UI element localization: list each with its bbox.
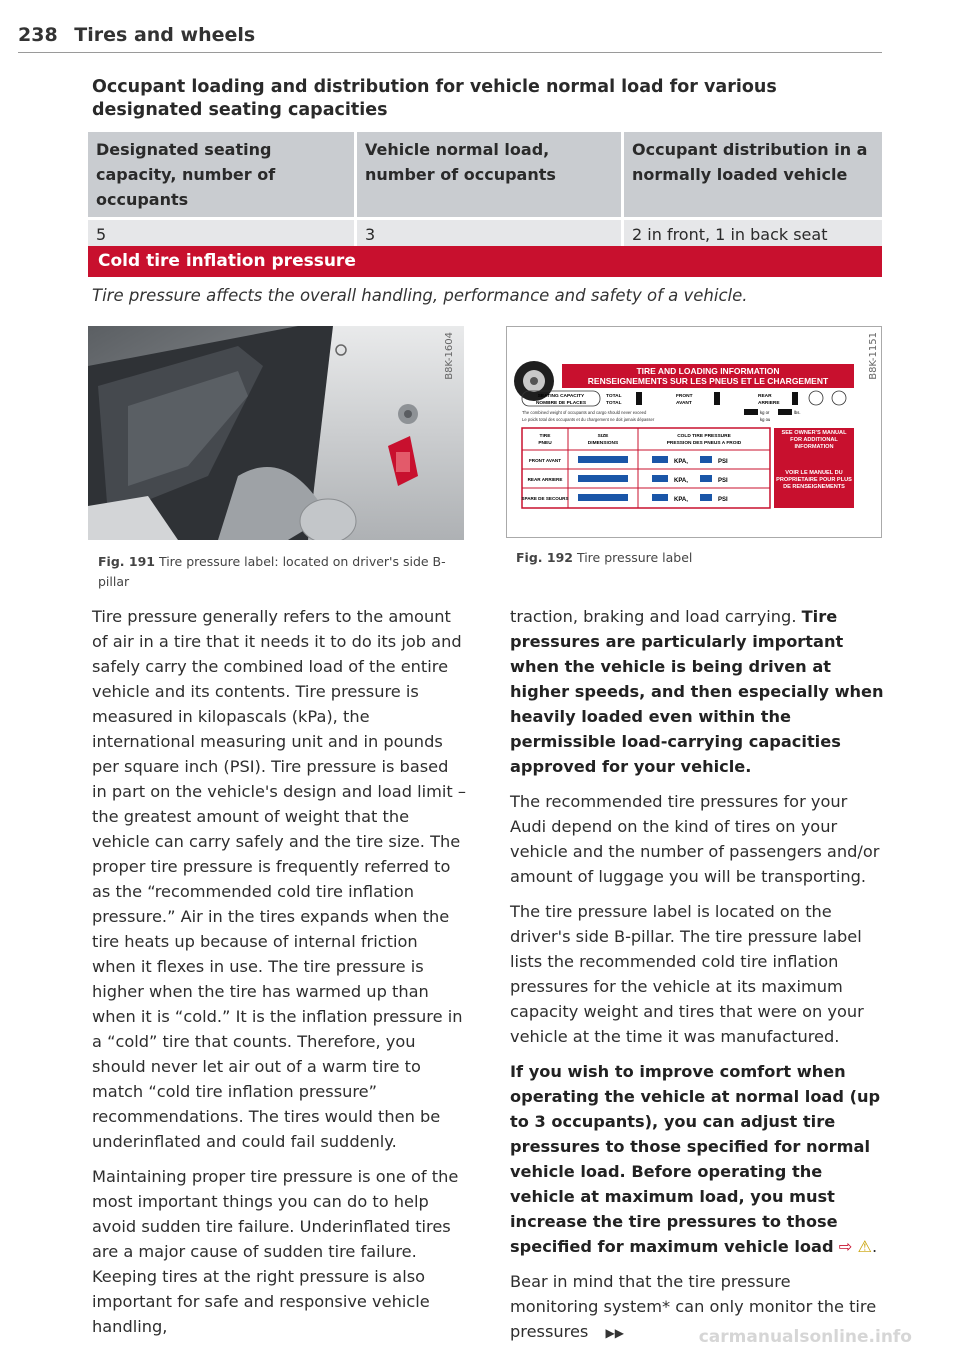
placard-title-fr: RENSEIGNEMENTS SUR LES PNEUS ET LE CHARGEMENT	[587, 376, 829, 386]
paragraph: If you wish to improve comfort when operating the vehicle at normal load (up to 3 occupants), you can adjust tire pressures to those specified for normal vehicle load. Before operating the vehicle at maximum load, you must increase the tire pressures to those specified for maximum vehicle load ⇨ ⚠.	[510, 1062, 881, 1256]
continue-arrow-icon: ▶▶	[605, 1326, 624, 1340]
svg-text:SIZE: SIZE	[597, 434, 609, 439]
svg-text:kg ou: kg ou	[760, 417, 771, 422]
figure-caption-text: Tire pressure label	[576, 550, 693, 565]
figure-caption	[88, 552, 464, 592]
paragraph: Maintaining proper tire pressure is one of the most important things you can do to help avoid sudden tire failure. Underinflated tires are a major cause of sudden tire failure. Keeping tires at the right pressure is also important for safe and responsive vehicle handling,	[92, 1167, 459, 1336]
svg-text:PSI: PSI	[718, 459, 728, 465]
page-number: 238	[18, 24, 58, 46]
svg-text:KPA,: KPA,	[674, 497, 688, 503]
svg-text:KPA,: KPA,	[674, 478, 688, 484]
figure-caption-text: pillar	[98, 574, 130, 589]
cold-pressure-heading: Cold tire inflation pressure	[88, 246, 882, 277]
paragraph: Bear in mind that the tire pressure monitoring system* can only monitor the tire pressures ▶▶	[510, 1272, 877, 1341]
svg-text:REAR: REAR	[758, 394, 772, 399]
cold-pressure-intro: Tire pressure affects the overall handling, performance and safety of a vehicle.	[92, 286, 748, 305]
svg-text:FRONT: FRONT	[676, 394, 693, 399]
seat-photo	[88, 326, 464, 540]
figure-label: Fig. 192	[516, 550, 573, 565]
table-cell: 5	[88, 219, 356, 251]
svg-text:DIMENSIONS: DIMENSIONS	[587, 441, 619, 446]
svg-text:kg or: kg or	[760, 410, 770, 415]
tire-label-placard: TIRE AND LOADING INFORMATION RENSEIGNEMENTS SUR LES PNEUS ET LE CHARGEMENT SEATING CAPACITY NOMBRE DE PLACES TOTAL TOTAL FRONT AVANT REAR ARRIERE The combined weight of occupants and cargo should never exceed Le poids total des occupants et du chargement ne doit jamais dépasser kg or lbs. kg ou TIRE PNEU SIZE DIMENSIONS COLD TIRE PRESSURE PRESSION DES PNEUS A FROID FRONT AVANT REAR ARRIERE SPARE DE SECOURS KPA, KPA, KPA, PSI PSI PSI SEE OWNER'S MANUAL FOR ADDITIONAL INFORMATION VOIR LE MANUEL DU PROPRIETAIRE POUR PLUS DE RENSEIGNEMENTS	[506, 326, 882, 538]
svg-text:REAR ARRIERE: REAR ARRIERE	[527, 477, 563, 482]
table-cell: 3	[356, 219, 623, 251]
left-column	[92, 604, 466, 1349]
figure-caption-text: Tire pressure label: located on driver's side B-	[158, 554, 446, 569]
figure-caption	[506, 548, 882, 568]
table-cell: 2 in front, 1 in back seat	[623, 219, 883, 251]
svg-text:FRONT AVANT: FRONT AVANT	[528, 458, 562, 463]
svg-text:PRESSION DES PNEUS A FROID: PRESSION DES PNEUS A FROID	[666, 441, 742, 446]
occupant-table	[88, 132, 882, 250]
table-header: Designated seating capacity, number of occupants	[88, 132, 356, 219]
svg-text:PNEU: PNEU	[538, 441, 552, 446]
svg-text:TOTAL: TOTAL	[606, 394, 622, 399]
page-header	[18, 24, 255, 46]
figure-code: B8K-1604	[444, 332, 455, 380]
paragraph: Tire pressure generally refers to the amount of air in a tire that it needs it to do its job and safely carry the combined load of the entire vehicle and its contents. Tire pressure is measured in kilopascals (kPa), the international measuring unit and in pounds per square inch (PSI). Tire pressure is based in part on the vehicle's design and load limit – the greatest amount of weight that the vehicle can carry safely and the tire size. The proper tire pressure is frequently referred to as the “recommended cold tire inflation pressure.” Air in the tires expands when the tire heats up because of internal friction when it flexes in use. The tire pressure is higher when the tire has warmed up than when it is “cold.” It is the inflation pressure in a “cold” tire that counts. Therefore, you should never let air out of a warm tire to match “cold tire inflation pressure” recommendations. The tires would then be underinflated and could fail suddenly.	[92, 607, 466, 1151]
figure-192	[506, 326, 882, 568]
paragraph: The recommended tire pressures for your Audi depend on the kind of tires on your vehicle and the number of passengers and/or amount of luggage you will be transporting.	[510, 792, 880, 886]
svg-text:COLD TIRE PRESSURE: COLD TIRE PRESSURE	[677, 434, 731, 439]
cross-reference-arrow[interactable]: ⇨	[838, 1237, 853, 1256]
svg-text:PSI: PSI	[718, 478, 728, 484]
svg-text:SEATING CAPACITY: SEATING CAPACITY	[537, 394, 585, 399]
svg-text:TOTAL: TOTAL	[606, 401, 622, 406]
svg-text:PSI: PSI	[718, 497, 728, 503]
warning-icon[interactable]: ⚠	[857, 1237, 872, 1256]
section-title: Tires and wheels	[74, 24, 256, 46]
header-rule	[18, 52, 882, 53]
table-header: Vehicle normal load, number of occupants	[356, 132, 623, 219]
table-header: Occupant distribution in a normally loaded vehicle	[623, 132, 883, 219]
svg-text:lbs.: lbs.	[794, 410, 801, 415]
figure-code: B8K-1151	[868, 332, 879, 380]
paragraph: traction, braking and load carrying. Tire pressures are particularly important when the vehicle is being driven at higher speeds, and then especially when heavily loaded even within the permissible load-carrying capacities approved for your vehicle.	[510, 607, 884, 776]
svg-text:NOMBRE DE PLACES: NOMBRE DE PLACES	[535, 401, 587, 406]
svg-text:The combined weight of occupan: The combined weight of occupants and cargo should never exceed	[522, 410, 647, 415]
right-column	[510, 604, 884, 1356]
paragraph: The tire pressure label is located on the driver's side B-pillar. The tire pressure label lists the recommended cold tire inflation pressures for the vehicle at its maximum capacity weight and tires that were on your vehicle at the time it was manufactured.	[510, 902, 864, 1046]
svg-text:KPA,: KPA,	[674, 459, 688, 465]
svg-text:Le poids total des occupants e: Le poids total des occupants et du chargement ne doit jamais dépasser	[522, 417, 655, 422]
svg-text:SPARE DE SECOURS: SPARE DE SECOURS	[521, 496, 569, 501]
svg-text:TIRE: TIRE	[539, 434, 551, 439]
placard-title: TIRE AND LOADING INFORMATION	[636, 366, 780, 376]
svg-text:ARRIERE: ARRIERE	[758, 401, 780, 406]
figure-label: Fig. 191	[98, 554, 155, 569]
figure-191	[88, 326, 464, 592]
watermark: carmanualsonline.info	[698, 1327, 912, 1347]
svg-text:AVANT: AVANT	[676, 401, 692, 406]
loading-section-title: Occupant loading and distribution for vehicle normal load for various designated seating capacities	[92, 77, 777, 120]
